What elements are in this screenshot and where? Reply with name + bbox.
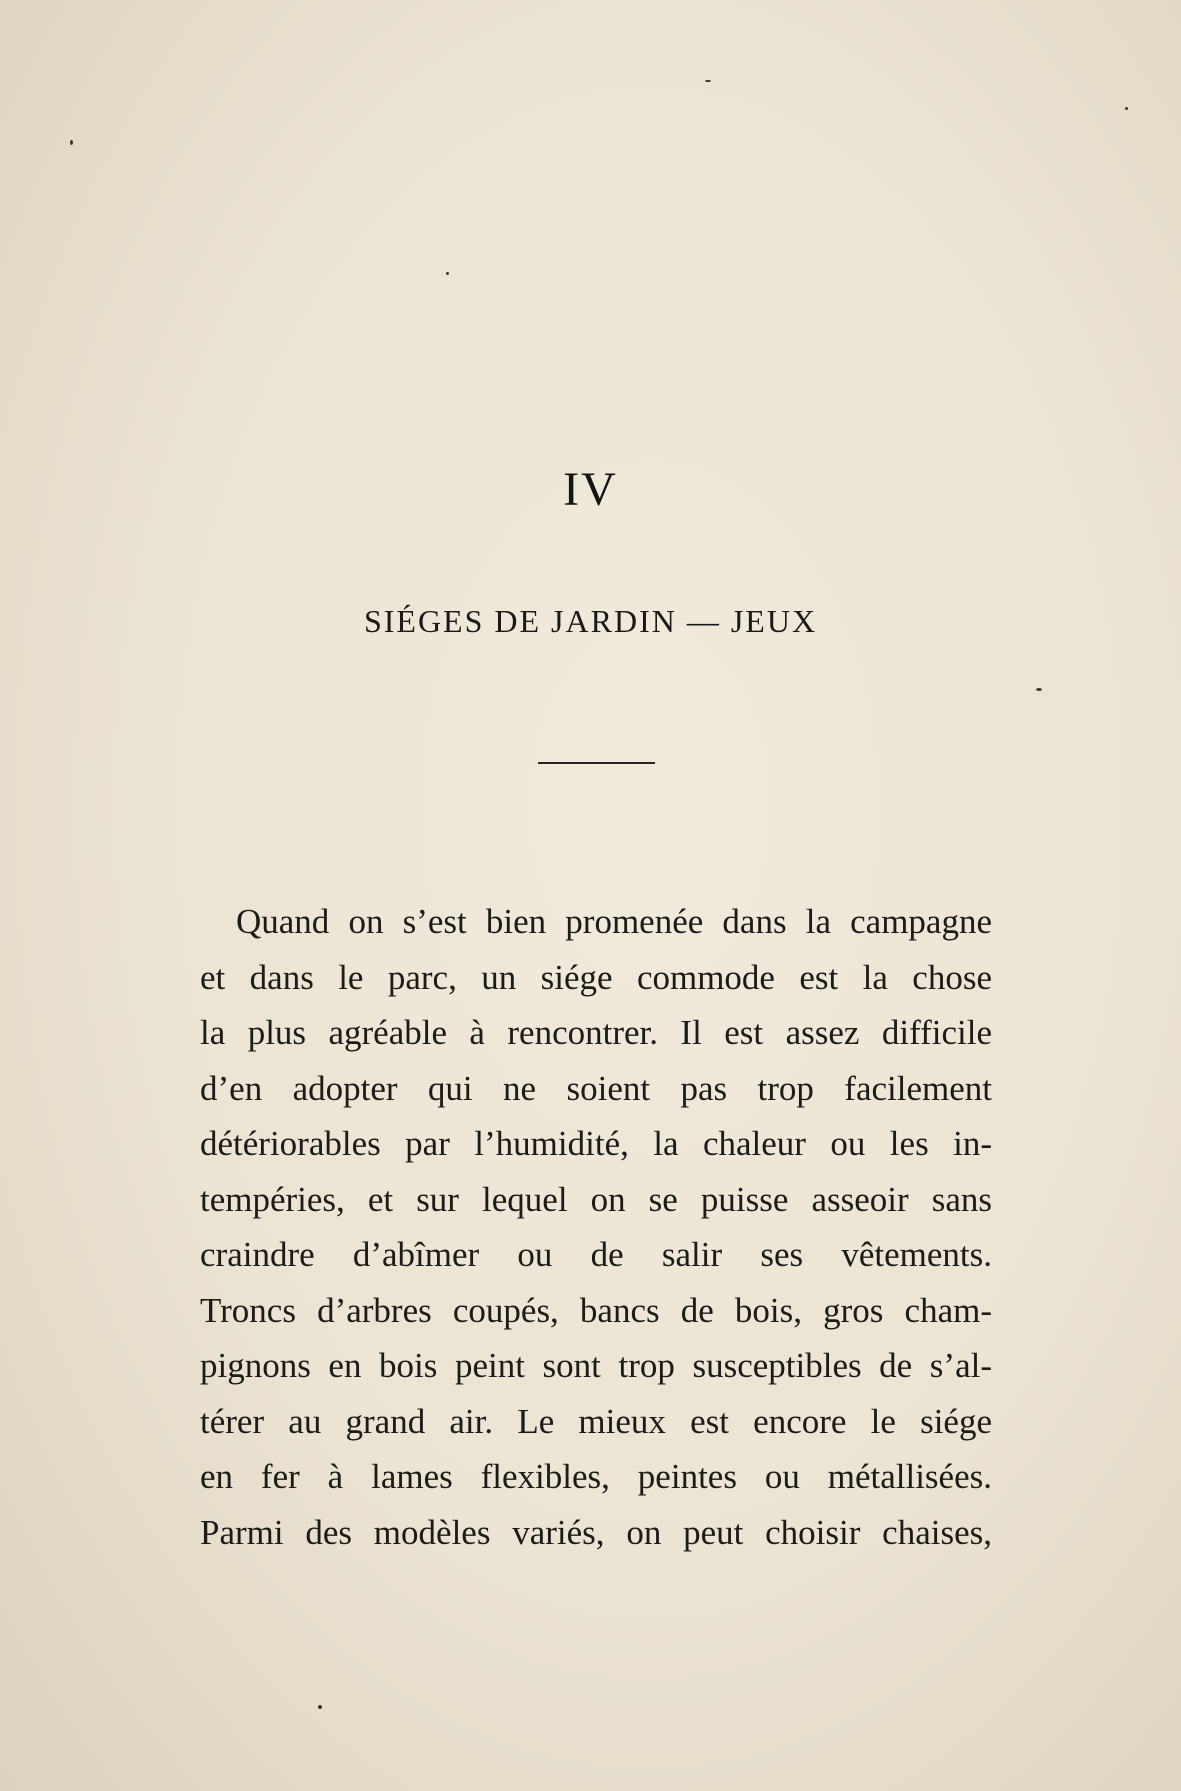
- paper-speck: [318, 1705, 322, 1709]
- chapter-number: IV: [563, 463, 618, 516]
- paragraph-line: Quand on s’est bien promenée dans la campagne: [236, 902, 992, 941]
- paper-speck: [1125, 107, 1128, 110]
- paragraph-line: d’en adopter qui ne soient pas trop facilement: [200, 1068, 992, 1108]
- paper-speck: [70, 140, 73, 145]
- paragraph-line: Troncs d’arbres coupés, bancs de bois, gros cham-: [200, 1290, 992, 1330]
- chapter-title: SIÉGES DE JARDIN — JEUX: [363, 603, 818, 639]
- paragraph-line: pignons en bois peint sont trop susceptibles de s’al-: [200, 1346, 992, 1385]
- paragraph-line: tempéries, et sur lequel on se puisse asseoir sans: [200, 1179, 992, 1219]
- paper-speck: [446, 272, 449, 275]
- paragraph-line: Parmi des modèles variés, on peut choisir chaises,: [200, 1512, 992, 1552]
- section-divider: [538, 762, 655, 764]
- paper-speck: [705, 80, 711, 82]
- paragraph-line: la plus agréable à rencontrer. Il est assez difficile: [200, 1013, 992, 1052]
- paragraph-line: et dans le parc, un siége commode est la chose: [200, 957, 992, 997]
- paper-speck: [1036, 688, 1042, 691]
- paragraph-line: craindre d’abîmer ou de salir ses vêtements.: [200, 1235, 992, 1274]
- paragraph-line: détériorables par l’humidité, la chaleur ou les in-: [200, 1124, 992, 1163]
- body-paragraph: [200, 894, 992, 1560]
- paragraph-line: en fer à lames flexibles, peintes ou métallisées.: [200, 1457, 992, 1496]
- paragraph-line: térer au grand air. Le mieux est encore le siége: [200, 1401, 992, 1441]
